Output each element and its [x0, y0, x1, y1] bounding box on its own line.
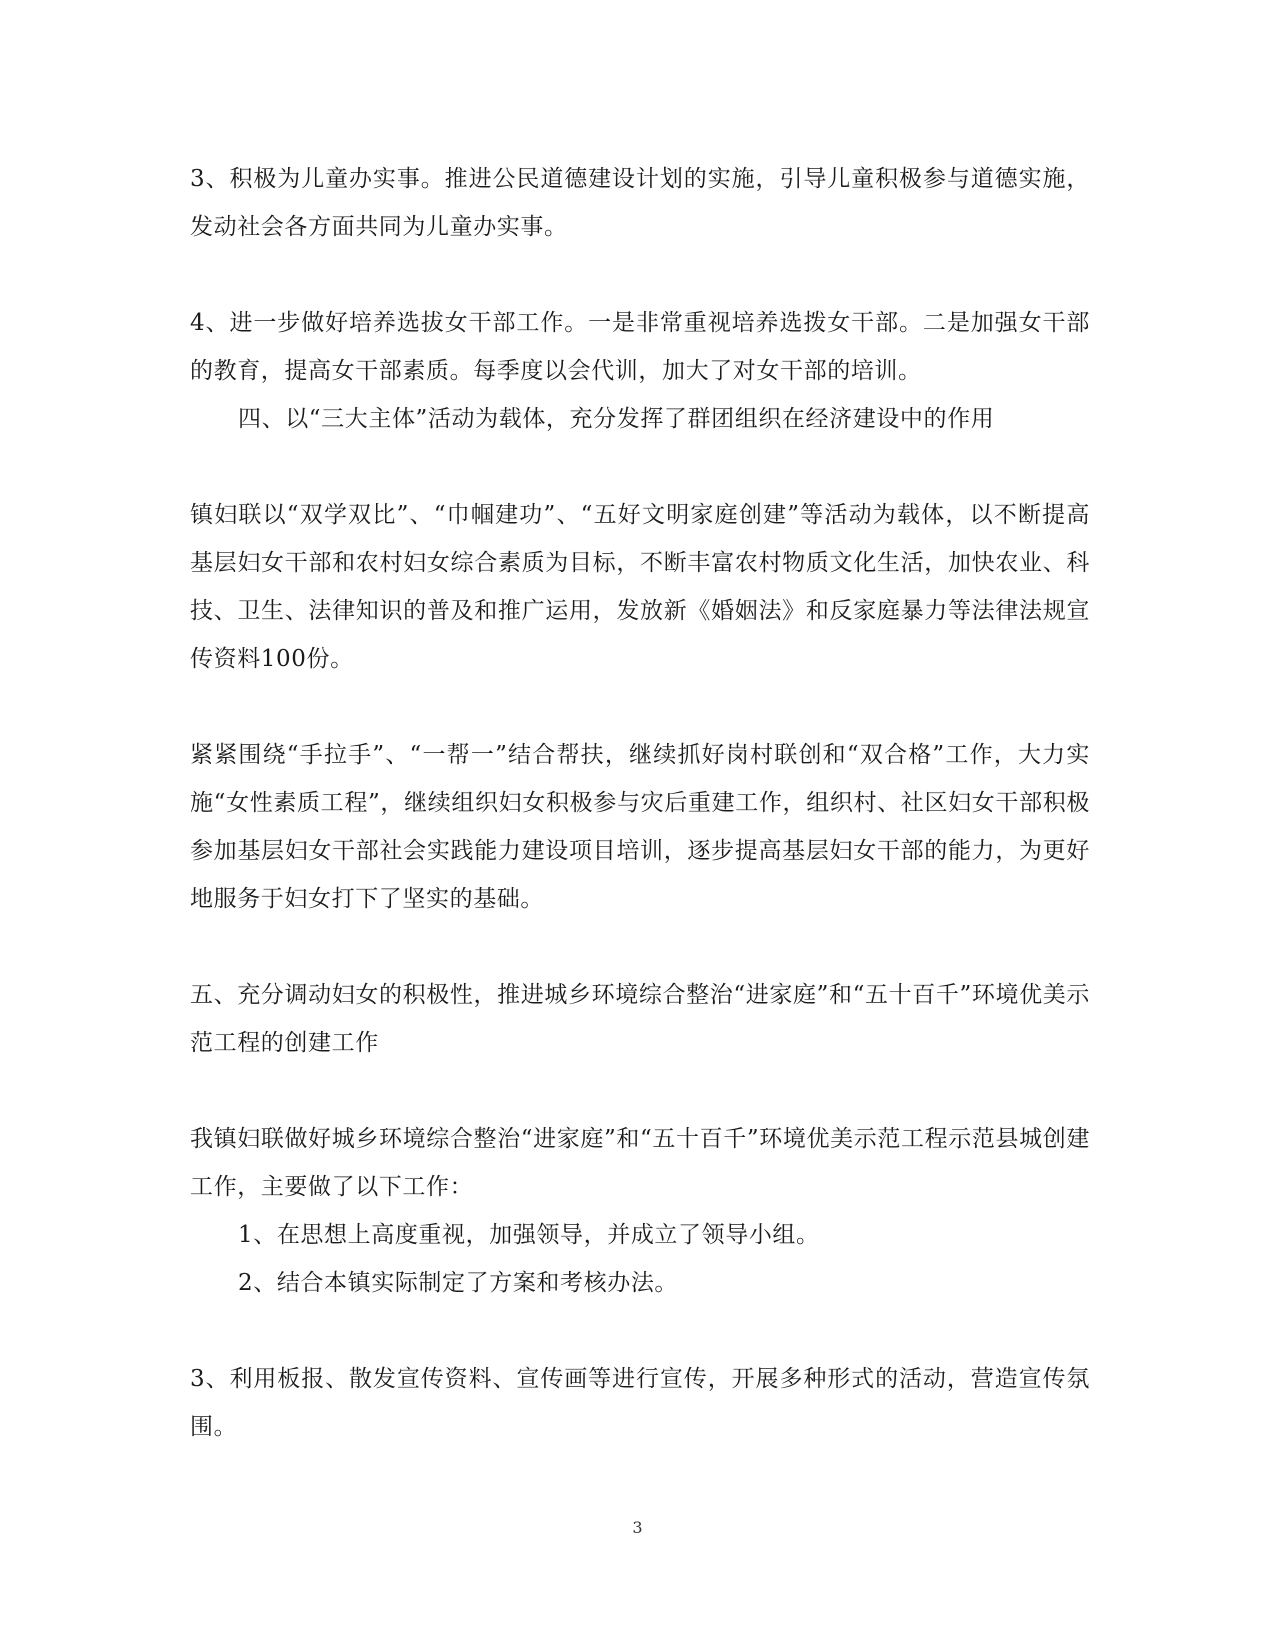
list-item-leadership: 1、在思想上高度重视，加强领导，并成立了领导小组。 [238, 1222, 820, 1248]
paragraph-women-cadres: 4、进一步做好培养选拔女干部工作。一是非常重视培养选拨女干部。二是加强女干部的教育，提高女干部素质。每季度以会代训，加大了对女干部的培训。 [190, 310, 1090, 384]
paragraph-hand-in-hand: 紧紧围绕“手拉手”、“一帮一”结合帮扶，继续抓好岗村联创和“双合格”工作，大力实施“女性素质工程”，继续组织妇女积极参与灾后重建工作，组织村、社区妇女干部积极参加基层妇女干部社会实践能力建设项目培训，逐步提高基层妇女干部的能力，为更好地服务于妇女打下了坚实的基础。 [190, 742, 1090, 912]
paragraph-children-affairs: 3、积极为儿童办实事。推进公民道德建设计划的实施，引导儿童积极参与道德实施，发动社会各方面共同为儿童办实事。 [190, 166, 1090, 240]
paragraph-gap [190, 443, 1090, 491]
list-item-publicity: 3、利用板报、散发宣传资料、宣传画等进行宣传，开展多种形式的活动，营造宣传氛围。 [190, 1366, 1090, 1440]
paragraph-gap [190, 923, 1090, 971]
paragraph-gap [190, 683, 1090, 731]
list-item-plan: 2、结合本镇实际制定了方案和考核办法。 [238, 1270, 679, 1296]
page-number: 3 [632, 1518, 643, 1537]
section-heading-four: 四、以“三大主体”活动为载体，充分发挥了群团组织在经济建设中的作用 [238, 406, 995, 432]
paragraph-women-federation-activities: 镇妇联以“双学双比”、“巾帼建功”、“五好文明家庭创建”等活动为载体，以不断提高基层妇女干部和农村妇女综合素质为目标，不断丰富农村物质文化生活，加快农业、科技、卫生、法律知识的普及和推广运用，发放新《婚姻法》和反家庭暴力等法律法规宣传资料100份。 [190, 502, 1090, 672]
paragraph-gap [190, 1067, 1090, 1115]
paragraph-gap [190, 251, 1090, 299]
paragraph-gap [190, 1307, 1090, 1355]
paragraph-environment-work: 我镇妇联做好城乡环境综合整治“进家庭”和“五十百千”环境优美示范工程示范县城创建工作，主要做了以下工作： [190, 1126, 1090, 1200]
section-heading-five: 五、充分调动妇女的积极性，推进城乡环境综合整治“进家庭”和“五十百千”环境优美示范工程的创建工作 [190, 982, 1090, 1056]
document-body [190, 155, 1090, 1451]
